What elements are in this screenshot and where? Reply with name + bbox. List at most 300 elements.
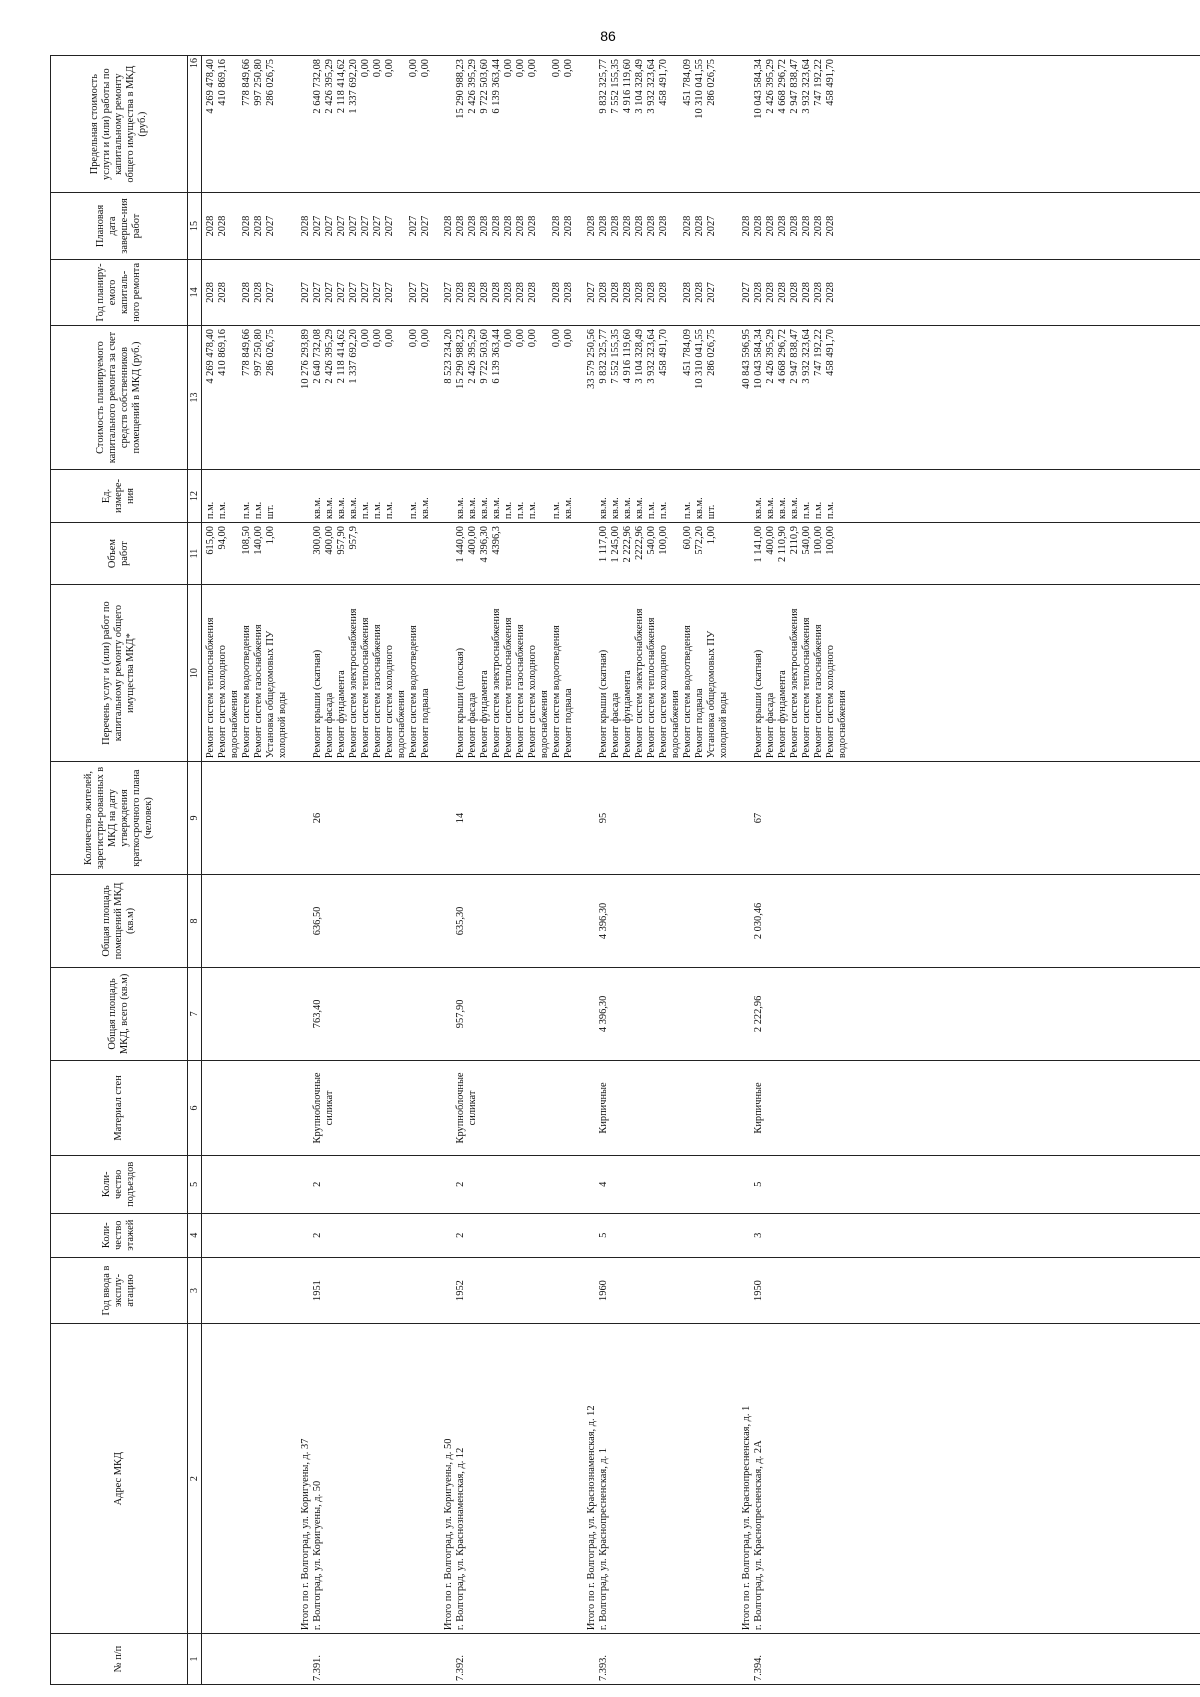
work-name: Ремонт подвала: [563, 688, 574, 759]
work-unit: п.м.: [217, 501, 228, 520]
work-unit: п.м.: [360, 501, 371, 520]
work-name: Ремонт систем теплоснабжения: [205, 617, 216, 759]
work-end-date: 2028: [563, 215, 574, 237]
work-volume: 1 440,00: [455, 526, 466, 563]
work-limit-cost: 2 426 395,29: [324, 59, 335, 114]
work-volume: [527, 526, 551, 581]
work-limit-cost: 9 832 325,77: [598, 59, 609, 114]
work-unit: п.м.: [825, 501, 836, 520]
work-volume: 108,50: [241, 526, 252, 555]
total-label: Итого по г. Волгоград, ул. Коригуены, д. 50: [443, 1438, 454, 1631]
column-header-5: Коли-чество подъездов: [51, 1156, 188, 1214]
work-unit: п.м.: [515, 501, 526, 520]
work-year: 2028: [563, 282, 574, 303]
work-volume: 100,00: [813, 526, 824, 555]
work-cost: 2 426 395,29: [467, 329, 478, 384]
work-limit-cost: 2 426 395,29: [765, 59, 776, 114]
work-limit-cost: 1 337 692,20: [348, 59, 359, 114]
column-header-6: Материал стен: [51, 1060, 188, 1155]
total-year: 2027: [443, 282, 454, 303]
row-number: 7.391.: [312, 1655, 323, 1681]
work-year: 2027: [420, 282, 431, 303]
work-name: Установка общедомовых ПУ холодной воды: [706, 630, 729, 759]
work-end-date: 2028: [622, 215, 633, 237]
work-cost: 3 104 328,49: [634, 329, 645, 384]
total-cost: 33 579 250,56: [586, 329, 597, 389]
total-area: 957,90: [455, 999, 466, 1029]
work-end-date: 2028: [253, 215, 264, 237]
work-name: Ремонт систем электроснабжения: [491, 608, 502, 759]
total-cost: 8 523 234,20: [443, 329, 454, 384]
work-end-date: 2027: [384, 215, 395, 237]
work-end-date: 2028: [825, 215, 836, 237]
column-header-4: Коли-чество этажей: [51, 1213, 188, 1257]
work-unit: п.м.: [408, 501, 419, 520]
work-limit-cost: 2 947 838,47: [789, 59, 800, 114]
work-year: 2027: [384, 282, 395, 303]
work-end-date: 2028: [217, 215, 228, 237]
work-limit-cost: 451 784,09: [682, 59, 693, 106]
table-row: [202, 56, 1200, 1685]
work-volume: 400,00: [324, 526, 335, 555]
total-year: 2027: [300, 282, 311, 303]
work-name: Ремонт фасада: [467, 692, 478, 759]
column-13-cell: [202, 326, 1200, 470]
work-volume: [503, 526, 515, 581]
entrance-count: 2: [455, 1181, 466, 1187]
work-limit-cost: 3 932 323,64: [646, 59, 657, 114]
work-volume: [551, 526, 563, 581]
floor-count: 2: [455, 1232, 466, 1238]
work-cost: 2 947 838,47: [789, 329, 800, 384]
work-name: Установка общедомовых ПУ холодной воды: [265, 630, 288, 759]
work-limit-cost: 4 269 478,40: [205, 59, 216, 114]
work-end-date: 2028: [503, 215, 514, 237]
work-cost: 4 916 119,60: [622, 329, 633, 384]
row-number: 7.394.: [753, 1655, 764, 1681]
work-name: Ремонт фасада: [765, 692, 776, 759]
work-name: Ремонт фундамента: [479, 670, 490, 759]
work-year: 2028: [765, 282, 776, 303]
work-year: 2027: [324, 282, 335, 303]
work-limit-cost: 10 043 584,34: [753, 59, 764, 119]
work-limit-cost: 4 916 119,60: [622, 59, 633, 114]
work-unit: кв.м.: [336, 497, 347, 520]
work-year: 2028: [598, 282, 609, 303]
work-name: Ремонт систем водоотведения: [241, 625, 252, 759]
work-cost: 458 491,70: [658, 329, 669, 376]
work-year: 2028: [813, 282, 824, 303]
premises-area: 4 396,30: [598, 902, 609, 940]
work-volume: 540,00: [646, 526, 657, 555]
work-cost: 9 722 503,60: [479, 329, 490, 384]
work-limit-cost: 458 491,70: [825, 59, 836, 106]
work-unit: кв.м.: [789, 497, 800, 520]
column-12-cell: [202, 469, 1200, 522]
work-cost: 0,00: [551, 329, 562, 348]
entrance-count: 5: [753, 1181, 764, 1187]
work-end-date: 2028: [682, 215, 693, 237]
work-name: Ремонт систем холодного водоснабжения: [527, 645, 550, 759]
work-year: 2028: [491, 282, 502, 303]
work-name: Ремонт систем теплоснабжения: [360, 617, 371, 759]
work-unit: кв.м.: [348, 497, 359, 520]
work-year: 2028: [467, 282, 478, 303]
work-volume: 957,9: [348, 526, 359, 550]
column-number-7: 7: [188, 967, 202, 1060]
work-name: Ремонт систем холодного водоснабжения: [384, 645, 407, 759]
work-unit: п.м.: [682, 501, 693, 520]
work-name: Ремонт систем холодного водоснабжения: [217, 645, 240, 759]
work-end-date: 2027: [336, 215, 347, 237]
work-end-date: 2028: [789, 215, 800, 237]
premises-area: 2 030,46: [753, 902, 764, 940]
work-year: 2027: [348, 282, 359, 303]
work-unit: кв.м.: [694, 497, 705, 520]
work-unit: п.м.: [241, 501, 252, 520]
commission-year: 1950: [753, 1280, 764, 1301]
resident-count: 26: [312, 812, 323, 824]
work-name: Ремонт систем теплоснабжения: [646, 617, 657, 759]
work-end-date: 2027: [420, 215, 431, 237]
row-number: 7.393.: [598, 1655, 609, 1681]
work-limit-cost: 286 026,75: [706, 59, 717, 106]
work-limit-cost: 0,00: [384, 59, 395, 78]
total-end: 2028: [741, 215, 752, 237]
work-cost: 2 118 414,62: [336, 329, 347, 384]
commission-year: 1960: [598, 1280, 609, 1301]
resident-count: 67: [753, 812, 764, 824]
work-cost: 10 310 041,55: [694, 329, 705, 389]
work-end-date: 2028: [598, 215, 609, 237]
work-volume: 4 396,30: [479, 526, 490, 563]
work-year: 2028: [551, 282, 562, 303]
work-unit: п.м.: [658, 501, 669, 520]
work-end-date: 2028: [479, 215, 490, 237]
work-limit-cost: 997 250,80: [253, 59, 264, 106]
work-volume: [563, 526, 575, 581]
column-header-9: Количество жителей, зарегистри-рованных в МКД на дату утверждения краткосрочного плана (человек): [51, 762, 188, 875]
work-end-date: 2027: [324, 215, 335, 237]
work-volume: 400,00: [467, 526, 478, 555]
work-unit: п.м.: [646, 501, 657, 520]
column-14-cell: [202, 259, 1200, 325]
work-end-date: 2028: [610, 215, 621, 237]
work-unit: кв.м.: [634, 497, 645, 520]
work-unit: п.м.: [813, 501, 824, 520]
work-year: 2028: [694, 282, 705, 303]
work-name: Ремонт фасада: [324, 692, 335, 759]
capital-repair-table: [50, 55, 1200, 1685]
work-volume: 100,00: [658, 526, 669, 555]
commission-year: 1951: [312, 1280, 323, 1301]
work-cost: 6 139 363,44: [491, 329, 502, 384]
wall-material: Крупноблочные силикат: [455, 1072, 478, 1144]
work-end-date: 2028: [491, 215, 502, 237]
resident-count: 95: [598, 812, 609, 824]
work-cost: 0,00: [515, 329, 526, 348]
work-limit-cost: 0,00: [527, 59, 538, 78]
work-name: Ремонт систем газоснабжения: [372, 624, 383, 759]
work-year: 2028: [777, 282, 788, 303]
work-volume: 94,00: [217, 526, 228, 550]
column-3-cell: [202, 1257, 1200, 1323]
work-limit-cost: 0,00: [408, 59, 419, 78]
work-volume: 2 110,90: [777, 526, 788, 563]
work-volume: 1,00: [706, 526, 717, 545]
total-year: 2027: [586, 282, 597, 303]
total-label: Итого по г. Волгоград, ул. Краснознаменская, д. 12: [586, 1405, 597, 1631]
column-number-13: 13: [188, 326, 202, 470]
total-cost: 10 276 293,89: [300, 329, 311, 389]
column-number-6: 6: [188, 1060, 202, 1155]
work-volume: 300,00: [312, 526, 323, 555]
work-name: Ремонт систем теплоснабжения: [503, 617, 514, 759]
work-cost: 0,00: [563, 329, 574, 348]
work-unit: п.м.: [801, 501, 812, 520]
entrance-count: 4: [598, 1181, 609, 1187]
work-name: Ремонт фундамента: [336, 670, 347, 759]
work-end-date: 2027: [706, 215, 717, 237]
work-unit: кв.м.: [610, 497, 621, 520]
work-year: 2028: [801, 282, 812, 303]
column-header-3: Год ввода в эксплу-атацию: [51, 1257, 188, 1323]
work-volume: 1 141,00: [753, 526, 764, 563]
work-end-date: 2028: [765, 215, 776, 237]
work-name: Ремонт систем водоотведения: [682, 625, 693, 759]
column-8-cell: [202, 874, 1200, 967]
work-end-date: 2028: [527, 215, 538, 237]
work-end-date: 2028: [813, 215, 824, 237]
work-end-date: 2028: [646, 215, 657, 237]
work-limit-cost: 410 869,16: [217, 59, 228, 106]
table-body: [202, 56, 1200, 1685]
work-unit: кв.м.: [491, 497, 502, 520]
work-cost: 458 491,70: [825, 329, 836, 376]
work-year: 2028: [658, 282, 669, 303]
work-cost: 997 250,80: [253, 329, 264, 376]
work-name: Ремонт фундамента: [777, 670, 788, 759]
work-end-date: 2028: [205, 215, 216, 237]
column-9-cell: [202, 762, 1200, 875]
commission-year: 1952: [455, 1280, 466, 1301]
column-number-11: 11: [188, 523, 202, 585]
work-name: Ремонт систем теплоснабжения: [801, 617, 812, 759]
work-volume: 957,90: [336, 526, 347, 555]
work-volume: 100,00: [825, 526, 836, 555]
work-unit: шт.: [706, 504, 717, 520]
work-end-date: 2028: [515, 215, 526, 237]
work-cost: 3 932 323,64: [801, 329, 812, 384]
work-name: Ремонт систем водоотведения: [408, 625, 419, 759]
work-limit-cost: 3 932 323,64: [801, 59, 812, 114]
work-end-date: 2027: [348, 215, 359, 237]
work-end-date: 2028: [241, 215, 252, 237]
work-unit: кв.м.: [479, 497, 490, 520]
work-name: Ремонт систем электроснабжения: [789, 608, 800, 759]
row-number: 7.392.: [455, 1655, 466, 1681]
total-area: 2 222,96: [753, 995, 764, 1033]
work-name: Ремонт систем газоснабжения: [515, 624, 526, 759]
work-volume: 2 222,96: [622, 526, 633, 563]
work-limit-cost: 10 310 041,55: [694, 59, 705, 119]
total-end: 2028: [586, 215, 597, 237]
work-year: 2028: [503, 282, 514, 303]
column-number-15: 15: [188, 193, 202, 259]
work-unit: кв.м.: [753, 497, 764, 520]
work-limit-cost: 0,00: [503, 59, 514, 78]
work-volume: [360, 526, 372, 581]
work-limit-cost: 0,00: [420, 59, 431, 78]
work-limit-cost: 0,00: [372, 59, 383, 78]
work-year: 2027: [312, 282, 323, 303]
wall-material: Кирпичные: [753, 1082, 764, 1134]
work-year: 2028: [515, 282, 526, 303]
work-name: Ремонт фундамента: [622, 670, 633, 759]
work-cost: 0,00: [503, 329, 514, 348]
work-limit-cost: 778 849,66: [241, 59, 252, 106]
column-number-8: 8: [188, 874, 202, 967]
work-unit: п.м.: [205, 501, 216, 520]
work-cost: 286 026,75: [706, 329, 717, 376]
work-name: Ремонт крыши (скатная): [312, 649, 323, 759]
work-year: 2028: [527, 282, 538, 303]
work-name: Ремонт систем холодного водоснабжения: [825, 645, 848, 759]
work-end-date: 2027: [312, 215, 323, 237]
column-2-cell: [202, 1324, 1200, 1634]
work-cost: 286 026,75: [265, 329, 276, 376]
building-address: г. Волгоград, ул. Краснопресненская, д. 1: [598, 1447, 609, 1631]
column-header-16: Предельная стоимость услуги и (или) работы по капитальному ремонту общего имущества в МКД (руб.): [51, 56, 188, 193]
work-name: Ремонт крыши (скатная): [753, 649, 764, 759]
work-unit: п.м.: [551, 501, 562, 520]
work-cost: 2 640 732,08: [312, 329, 323, 384]
work-limit-cost: 0,00: [360, 59, 371, 78]
work-unit: кв.м.: [420, 497, 431, 520]
work-unit: п.м.: [253, 501, 264, 520]
work-cost: 1 337 692,20: [348, 329, 359, 384]
work-volume: 2222,96: [634, 526, 645, 560]
total-cost: 40 843 596,95: [741, 329, 752, 389]
work-volume: 140,00: [253, 526, 264, 555]
work-volume: 4396,3: [491, 526, 502, 555]
total-end: 2028: [300, 215, 311, 237]
column-number-5: 5: [188, 1156, 202, 1214]
work-cost: 9 832 325,77: [598, 329, 609, 384]
work-cost: 778 849,66: [241, 329, 252, 376]
work-year: 2028: [682, 282, 693, 303]
work-year: 2027: [265, 282, 276, 303]
page-number: 86: [600, 28, 616, 44]
work-volume: 540,00: [801, 526, 812, 555]
work-end-date: 2028: [455, 215, 466, 237]
work-limit-cost: 286 026,75: [265, 59, 276, 106]
work-volume: [420, 526, 432, 581]
work-year: 2028: [753, 282, 764, 303]
work-cost: 0,00: [360, 329, 371, 348]
work-name: Ремонт систем газоснабжения: [813, 624, 824, 759]
floor-count: 5: [598, 1232, 609, 1238]
column-header-14: Год планиру-емого капиталь-ного ремонта: [51, 259, 188, 325]
work-name: Ремонт систем газоснабжения: [253, 624, 264, 759]
column-10-cell: [202, 585, 1200, 762]
wall-material: Кирпичные: [598, 1082, 609, 1134]
work-cost: 0,00: [372, 329, 383, 348]
column-7-cell: [202, 967, 1200, 1060]
work-end-date: 2028: [658, 215, 669, 237]
work-limit-cost: 3 104 328,49: [634, 59, 645, 114]
work-year: 2028: [634, 282, 645, 303]
work-name: Ремонт фасада: [610, 692, 621, 759]
work-limit-cost: 0,00: [563, 59, 574, 78]
work-year: 2028: [455, 282, 466, 303]
work-unit: п.м.: [384, 501, 395, 520]
work-cost: 10 043 584,34: [753, 329, 764, 389]
work-unit: кв.м.: [777, 497, 788, 520]
column-number-9: 9: [188, 762, 202, 875]
work-year: 2028: [205, 282, 216, 303]
work-year: 2027: [408, 282, 419, 303]
column-header-8: Общая площадь помещений МКД (кв.м): [51, 874, 188, 967]
resident-count: 14: [455, 812, 466, 824]
column-number-14: 14: [188, 259, 202, 325]
work-cost: 3 932 323,64: [646, 329, 657, 384]
work-end-date: 2027: [265, 215, 276, 237]
column-6-cell: [202, 1060, 1200, 1155]
work-year: 2027: [372, 282, 383, 303]
work-limit-cost: 9 722 503,60: [479, 59, 490, 114]
work-cost: 747 192,22: [813, 329, 824, 376]
work-year: 2027: [336, 282, 347, 303]
work-end-date: 2027: [372, 215, 383, 237]
work-name: Ремонт систем электроснабжения: [634, 608, 645, 759]
work-end-date: 2027: [408, 215, 419, 237]
work-volume: 2110,9: [789, 526, 800, 555]
work-volume: 60,00: [682, 526, 693, 550]
floor-count: 2: [312, 1232, 323, 1238]
entrance-count: 2: [312, 1181, 323, 1187]
work-unit: п.м.: [372, 501, 383, 520]
wall-material: Крупноблочные силикат: [312, 1072, 335, 1144]
work-limit-cost: 6 139 363,44: [491, 59, 502, 114]
work-unit: п.м.: [503, 501, 514, 520]
work-limit-cost: 2 426 395,29: [467, 59, 478, 114]
total-area: 4 396,30: [598, 995, 609, 1033]
work-cost: 0,00: [408, 329, 419, 348]
work-unit: кв.м.: [324, 497, 335, 520]
column-header-2: Адрес МКД: [51, 1324, 188, 1634]
work-volume: 615,00: [205, 526, 216, 555]
header-row: [51, 56, 188, 1685]
premises-area: 635,30: [455, 906, 466, 936]
work-volume: [384, 526, 408, 581]
work-name: Ремонт крыши (скатная): [598, 649, 609, 759]
column-15-cell: [202, 193, 1200, 259]
building-address: г. Волгоград, ул. Краснознаменская, д. 12: [455, 1447, 466, 1631]
work-limit-cost: 15 290 988,23: [455, 59, 466, 119]
work-cost: 410 869,16: [217, 329, 228, 376]
work-year: 2028: [646, 282, 657, 303]
work-unit: шт.: [265, 504, 276, 520]
work-end-date: 2028: [467, 215, 478, 237]
work-year: 2028: [479, 282, 490, 303]
work-end-date: 2028: [634, 215, 645, 237]
work-end-date: 2028: [777, 215, 788, 237]
work-year: 2028: [610, 282, 621, 303]
work-name: Ремонт подвала: [420, 688, 431, 759]
work-limit-cost: 747 192,22: [813, 59, 824, 106]
column-5-cell: [202, 1156, 1200, 1214]
